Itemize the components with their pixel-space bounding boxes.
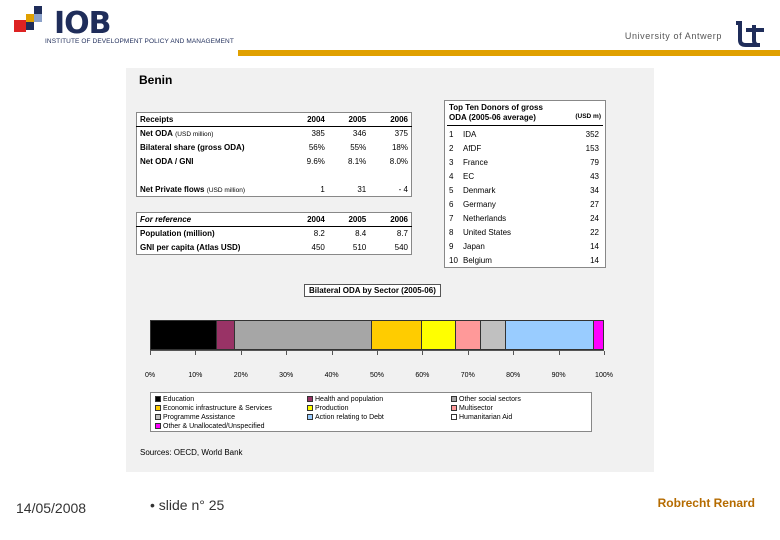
legend-item [451, 404, 493, 413]
donor-rank: 6 [449, 200, 454, 209]
donor-row [445, 254, 605, 268]
donor-value: 79 [590, 158, 599, 167]
donor-rank: 8 [449, 228, 454, 237]
donor-value: 24 [590, 214, 599, 223]
donor-rank: 1 [449, 130, 454, 139]
axis-tick [241, 351, 242, 355]
legend-swatch [451, 396, 457, 402]
donor-rank: 9 [449, 242, 454, 251]
bar-segment [506, 321, 594, 349]
legend-label: Other social sectors [459, 396, 521, 403]
donors-title: Top Ten Donors of gross ODA (2005-06 average) [449, 103, 543, 122]
axis-tick [513, 351, 514, 355]
logo-square-icon [14, 20, 26, 32]
donor-row [445, 226, 605, 240]
sector-chart-title: Bilateral ODA by Sector (2005-06) [304, 284, 441, 297]
legend-item [155, 422, 265, 431]
axis-tick-label: 40% [324, 372, 339, 379]
donor-row [445, 128, 605, 142]
table-row [137, 169, 412, 183]
donor-value: 14 [590, 242, 599, 251]
footer-date: 14/05/2008 [16, 500, 87, 516]
axis-tick-label: 10% [188, 372, 203, 379]
axis-tick [332, 351, 333, 355]
legend-item [155, 413, 235, 422]
legend-swatch [451, 414, 457, 420]
table-row: GNI per capita (Atlas USD) 450 510 540 [140, 242, 408, 252]
logo-square-icon [26, 14, 34, 22]
axis-tick-label: 70% [460, 372, 475, 379]
receipts-table [136, 112, 412, 197]
bar-segment [456, 321, 481, 349]
sector-stacked-bar [150, 320, 604, 350]
donor-name: Denmark [463, 186, 496, 195]
logo-subtitle: INSTITUTE OF DEVELOPMENT POLICY AND MANAGEMENT [45, 38, 234, 45]
donor-name: IDA [463, 130, 477, 139]
axis-tick-label: 80% [506, 372, 521, 379]
logo-square-icon [26, 22, 34, 30]
university-name: University of Antwerp [624, 31, 722, 41]
donor-rank: 2 [449, 144, 454, 153]
legend-label: Humanitarian Aid [459, 414, 513, 421]
legend-label: Action relating to Debt [315, 414, 384, 421]
slide-content [126, 68, 654, 472]
donor-name: United States [463, 228, 512, 237]
axis-tick [150, 351, 151, 355]
logo-square-icon [34, 6, 42, 14]
table-header: For reference 2004 2005 2006 [137, 213, 412, 227]
donor-name: Netherlands [463, 214, 507, 223]
donor-value: 14 [590, 256, 599, 265]
donor-value: 43 [590, 172, 599, 181]
iob-logo[interactable] [12, 6, 242, 52]
top-donors-table [444, 100, 606, 268]
legend-item [307, 404, 348, 413]
legend-label: Health and population [315, 396, 384, 403]
axis-tick-label: 30% [279, 372, 294, 379]
bar-segment [422, 321, 456, 349]
bar-segment [217, 321, 235, 349]
donor-value: 153 [585, 144, 599, 153]
header-bar [0, 0, 780, 56]
donor-row [445, 212, 605, 226]
donor-rank: 10 [449, 256, 458, 265]
axis-tick-label: 0% [144, 372, 156, 379]
donor-name: EC [463, 172, 475, 181]
legend-item [451, 413, 512, 422]
donor-row [445, 170, 605, 184]
donor-row [445, 198, 605, 212]
donor-name: Japan [463, 242, 485, 251]
axis-tick [559, 351, 560, 355]
axis-tick [468, 351, 469, 355]
legend-item [451, 395, 521, 404]
bar-segment [481, 321, 506, 349]
x-axis [150, 350, 604, 360]
sector-legend [150, 392, 592, 432]
donor-value: 22 [590, 228, 599, 237]
legend-label: Production [315, 405, 349, 412]
axis-tick [195, 351, 196, 355]
legend-swatch [155, 423, 161, 429]
source-note: Sources: OECD, World Bank [140, 448, 243, 457]
legend-label: Other & Unallocated/Unspecified [163, 423, 265, 430]
axis-tick-label: 60% [415, 372, 430, 379]
header-divider [238, 50, 780, 56]
footer-slide-number: • slide n° 25 [150, 497, 225, 513]
axis-tick-label: 90% [551, 372, 566, 379]
legend-item [155, 395, 194, 404]
legend-label: Economic infrastructure & Services [163, 405, 272, 412]
legend-item [155, 404, 272, 413]
axis-tick-label: 100% [595, 372, 613, 379]
legend-swatch [155, 405, 161, 411]
table-header: Receipts 2004 2005 2006 [137, 113, 412, 127]
legend-label: Programme Assistance [163, 414, 235, 421]
donor-rank: 5 [449, 186, 454, 195]
axis-tick-label: 50% [369, 372, 385, 379]
donor-name: Belgium [463, 256, 492, 265]
donors-unit: (USD m) [575, 113, 601, 120]
donor-row [445, 184, 605, 198]
legend-label: Education [163, 396, 195, 403]
donor-value: 34 [590, 186, 599, 195]
reference-table [136, 212, 412, 255]
donor-name: France [463, 158, 488, 167]
axis-tick [377, 351, 378, 355]
table-row: Population (million) 8.2 8.4 8.7 [140, 229, 408, 239]
donor-rank: 7 [449, 214, 454, 223]
table-row: Net ODA / GNI 9.6% 8.1% 8.0% [140, 157, 408, 166]
axis-tick [286, 351, 287, 355]
bar-segment [372, 321, 422, 349]
donor-name: Germany [463, 200, 496, 209]
axis-tick [422, 351, 423, 355]
axis-tick-label: 20% [233, 372, 248, 379]
university-logo-icon [730, 20, 768, 50]
table-row: Bilateral share (gross ODA) 56% 55% 18% [140, 143, 408, 152]
footer-author: Robrecht Renard [657, 496, 755, 510]
donor-row [445, 240, 605, 254]
legend-item [307, 413, 384, 422]
bar-segment [151, 321, 217, 349]
legend-swatch [155, 396, 161, 402]
donor-value: 352 [585, 130, 599, 139]
legend-swatch [307, 396, 313, 402]
logo-square-icon [34, 14, 42, 22]
bar-segment [235, 321, 373, 349]
legend-swatch [307, 414, 313, 420]
table-row: Net Private flows (USD million) 1 31 - 4 [140, 184, 408, 194]
legend-item [307, 395, 383, 404]
legend-swatch [451, 405, 457, 411]
legend-label: Multisector [459, 405, 493, 412]
donor-row [445, 142, 605, 156]
table-row: Net ODA (USD million) 385 346 375 [140, 129, 408, 139]
donor-row [445, 156, 605, 170]
donor-value: 27 [590, 200, 599, 209]
legend-swatch [155, 414, 161, 420]
bar-segment [594, 321, 603, 349]
donor-rank: 3 [449, 158, 454, 167]
country-title: Benin [139, 73, 173, 87]
donor-rank: 4 [449, 172, 454, 181]
axis-tick [604, 351, 605, 355]
logo-text: IOB [54, 6, 111, 41]
legend-swatch [307, 405, 313, 411]
donor-name: AfDF [463, 144, 482, 153]
